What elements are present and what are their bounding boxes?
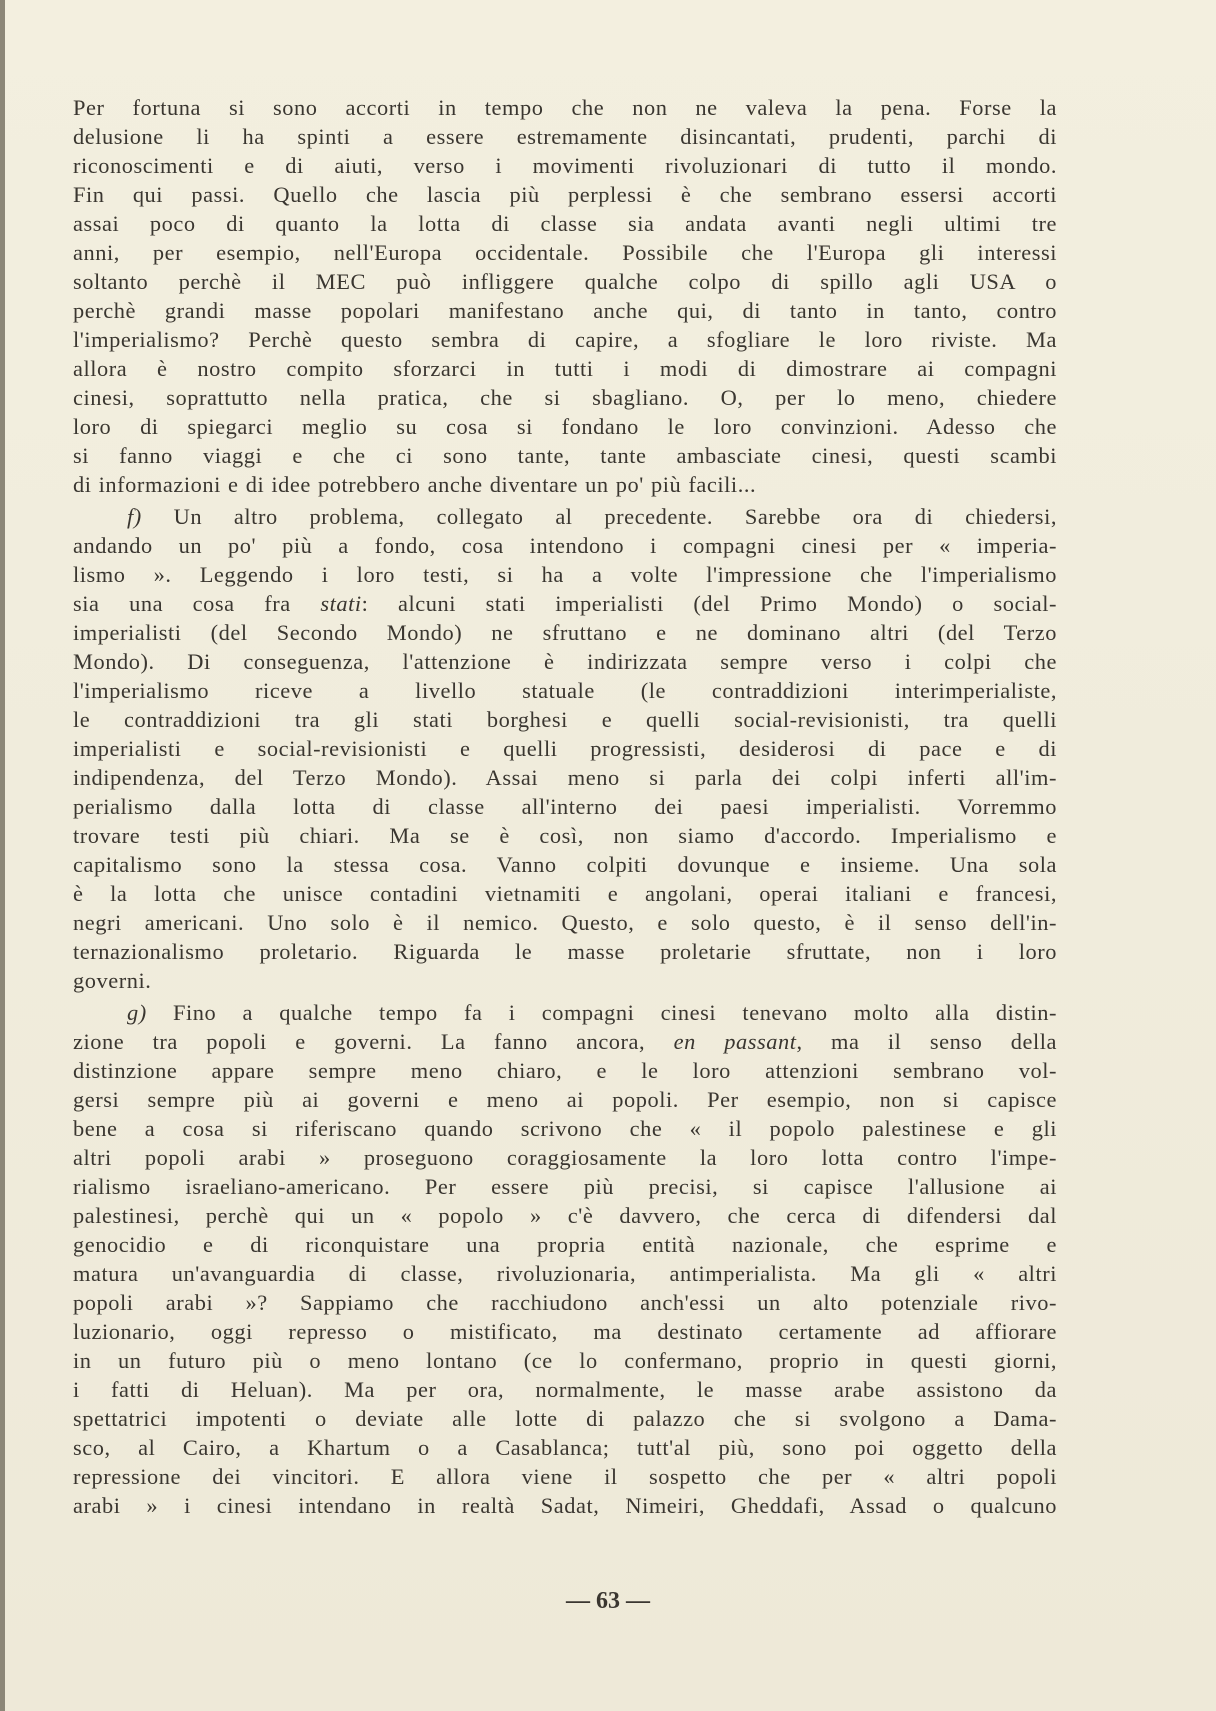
text-line: le contraddizioni tra gli stati borghesi e quelli social-revisionisti, tra quelli [73, 707, 1057, 732]
text-line: arabi » i cinesi intendano in realtà Sadat, Nimeiri, Gheddafi, Assad o qualcuno [73, 1493, 1057, 1518]
text-line: zione tra popoli e governi. La fanno ancora, en passant, ma il senso della [73, 1029, 1057, 1054]
item-marker: g) [127, 1000, 147, 1025]
text-line: riconoscimenti e di aiuti, verso i movimenti rivoluzionari di tutto il mondo. [73, 153, 1057, 178]
text-line: cinesi, soprattutto nella pratica, che si sbagliano. O, per lo meno, chiedere [73, 385, 1057, 410]
text-line: negri americani. Uno solo è il nemico. Questo, e solo questo, è il senso dell'in- [73, 910, 1057, 935]
text-line: allora è nostro compito sforzarci in tutti i modi di dimostrare ai compagni [73, 356, 1057, 381]
text-line: perchè grandi masse popolari manifestano anche qui, di tanto in tanto, contro [73, 298, 1057, 323]
text-line: g) Fino a qualche tempo fa i compagni cinesi tenevano molto alla distin- [127, 1000, 1057, 1025]
text-line: genocidio e di riconquistare una propria entità nazionale, che esprime e [73, 1232, 1057, 1257]
binding-edge [0, 0, 5, 1711]
italic-term: en passant [673, 1029, 797, 1054]
paragraph-f [73, 502, 1057, 995]
text-line: di informazioni e di idee potrebbero anche diventare un po' più facili... [73, 472, 757, 497]
text-line: governi. [73, 968, 152, 993]
text-line: f) Un altro problema, collegato al precedente. Sarebbe ora di chiedersi, [127, 504, 1057, 529]
text-line: assai poco di quanto la lotta di classe sia andata avanti negli ultimi tre [73, 211, 1057, 236]
text-line: imperialisti (del Secondo Mondo) ne sfruttano e ne dominano altri (del Terzo [73, 620, 1057, 645]
italic-term: stati [320, 591, 362, 616]
body-text [73, 93, 1057, 1520]
text-line: spettatrici impotenti o deviate alle lotte di palazzo che si svolgono a Dama- [73, 1406, 1057, 1431]
text-line: popoli arabi »? Sappiamo che racchiudono anch'essi un alto potenziale rivo- [73, 1290, 1057, 1315]
text-line: repressione dei vincitori. E allora viene il sospetto che per « altri popoli [73, 1464, 1057, 1489]
text-line: trovare testi più chiari. Ma se è così, non siamo d'accordo. Imperialismo e [73, 823, 1057, 848]
text-line: perialismo dalla lotta di classe all'interno dei paesi imperialisti. Vorremmo [73, 794, 1057, 819]
text-line: bene a cosa si riferiscano quando scrivono che « il popolo palestinese e gli [73, 1116, 1057, 1141]
text-line: sco, al Cairo, a Khartum o a Casablanca; tutt'al più, sono poi oggetto della [73, 1435, 1057, 1460]
text-line: è la lotta che unisce contadini vietnamiti e angolani, operai italiani e francesi, [73, 881, 1057, 906]
text-line: Per fortuna si sono accorti in tempo che non ne valeva la pena. Forse la [73, 95, 1057, 120]
text-line: si fanno viaggi e che ci sono tante, tante ambasciate cinesi, questi scambi [73, 443, 1057, 468]
text-line: in un futuro più o meno lontano (ce lo confermano, proprio in questi giorni, [73, 1348, 1057, 1373]
text-line: delusione li ha spinti a essere estremamente disincantati, prudenti, parchi di [73, 124, 1057, 149]
page-number: — 63 — [566, 1588, 650, 1614]
text-line: andando un po' più a fondo, cosa intendono i compagni cinesi per « imperia- [73, 533, 1057, 558]
text-line: luzionario, oggi represso o mistificato, ma destinato certamente ad affiorare [73, 1319, 1057, 1344]
text-line: rialismo israeliano-americano. Per essere più precisi, si capisce l'allusione ai [73, 1174, 1057, 1199]
text-line: Mondo). Di conseguenza, l'attenzione è indirizzata sempre verso i colpi che [73, 649, 1057, 674]
text-line: matura un'avanguardia di classe, rivoluzionaria, antimperialista. Ma gli « altri [73, 1261, 1057, 1286]
text-line: sia una cosa fra stati: alcuni stati imperialisti (del Primo Mondo) o social- [73, 591, 1057, 616]
text-line: l'imperialismo riceve a livello statuale (le contraddizioni interimperialiste, [73, 678, 1057, 703]
text-line: indipendenza, del Terzo Mondo). Assai meno si parla dei colpi inferti all'im- [73, 765, 1057, 790]
text-line: i fatti di Heluan). Ma per ora, normalmente, le masse arabe assistono da [73, 1377, 1057, 1402]
paragraph-g [73, 998, 1057, 1520]
text-line: distinzione appare sempre meno chiaro, e le loro attenzioni sembrano vol- [73, 1058, 1057, 1083]
item-marker: f) [127, 504, 142, 529]
text-line: lismo ». Leggendo i loro testi, si ha a volte l'impressione che l'imperialismo [73, 562, 1057, 587]
paragraph-1 [73, 93, 1057, 499]
text-line: Fin qui passi. Quello che lascia più perplessi è che sembrano essersi accorti [73, 182, 1057, 207]
text-line: capitalismo sono la stessa cosa. Vanno colpiti dovunque e insieme. Una sola [73, 852, 1057, 877]
text-line: l'imperialismo? Perchè questo sembra di capire, a sfogliare le loro riviste. Ma [73, 327, 1057, 352]
text-line: soltanto perchè il MEC può infliggere qualche colpo di spillo agli USA o [73, 269, 1057, 294]
text-line: gersi sempre più ai governi e meno ai popoli. Per esempio, non si capisce [73, 1087, 1057, 1112]
text-line: palestinesi, perchè qui un « popolo » c'è davvero, che cerca di difendersi dal [73, 1203, 1057, 1228]
text-line: loro di spiegarci meglio su cosa si fondano le loro convinzioni. Adesso che [73, 414, 1057, 439]
text-line: ternazionalismo proletario. Riguarda le masse proletarie sfruttate, non i loro [73, 939, 1057, 964]
text-line: imperialisti e social-revisionisti e quelli progressisti, desiderosi di pace e di [73, 736, 1057, 761]
text-line: anni, per esempio, nell'Europa occidentale. Possibile che l'Europa gli interessi [73, 240, 1057, 265]
text-line: altri popoli arabi » proseguono coraggiosamente la loro lotta contro l'impe- [73, 1145, 1057, 1170]
